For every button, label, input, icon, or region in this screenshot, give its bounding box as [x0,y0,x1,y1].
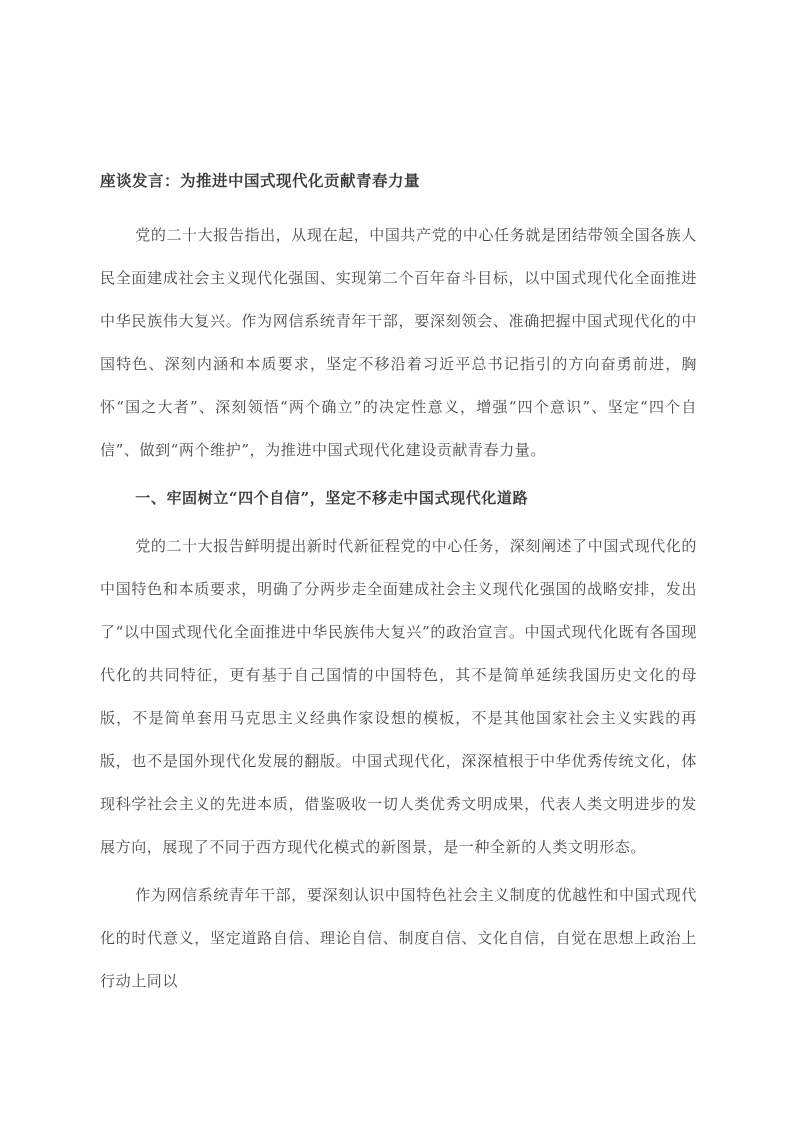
document-body [100,214,697,1003]
paragraph: 党的二十大报告鲜明提出新时代新征程党的中心任务，深刻阐述了中国式现代化的中国特色和本质要求，明确了分两步走全面建成社会主义现代化强国的战略安排，发出了“以中国式现代化全面推进中华民族伟大复兴”的政治宣言。中国式现代化既有各国现代化的共同特征，更有基于自己国情的中国特色，其不是简单延续我国历史文化的母版，不是简单套用马克思主义经典作家设想的模板，不是其他国家社会主义实践的再版，也不是国外现代化发展的翻版。中国式现代化，深深植根于中华优秀传统文化，体现科学社会主义的先进本质，借鉴吸收一切人类优秀文明成果，代表人类文明进步的发展方向，展现了不同于西方现代化模式的新图景，是一种全新的人类文明形态。 [100,537,697,856]
document-title: 座谈发言：为推进中国式现代化贡献青春力量 [100,171,421,190]
section-heading: 一、牢固树立“四个自信”，坚定不移走中国式现代化道路 [135,489,529,507]
paragraph: 党的二十大报告指出，从现在起，中国共产党的中心任务就是团结带领全国各族人民全面建成社会主义现代化强国、实现第二个百年奋斗目标，以中国式现代化全面推进中华民族伟大复兴。作为网信系统青年干部，要深刻领会、准确把握中国式现代化的中国特色、深刻内涵和本质要求，坚定不移沿着习近平总书记指引的方向奋勇前进，胸怀“国之大者”、深刻领悟“两个确立”的决定性意义，增强“四个意识”、坚定“四个自信”、做到“两个维护”，为推进中国式现代化建设贡献青春力量。 [100,226,697,459]
paragraph: 作为网信系统青年干部，要深刻认识中国特色社会主义制度的优越性和中国式现代化的时代意义，坚定道路自信、理论自信、制度自信、文化自信，自觉在思想上政治上行动上同以 [100,886,697,990]
